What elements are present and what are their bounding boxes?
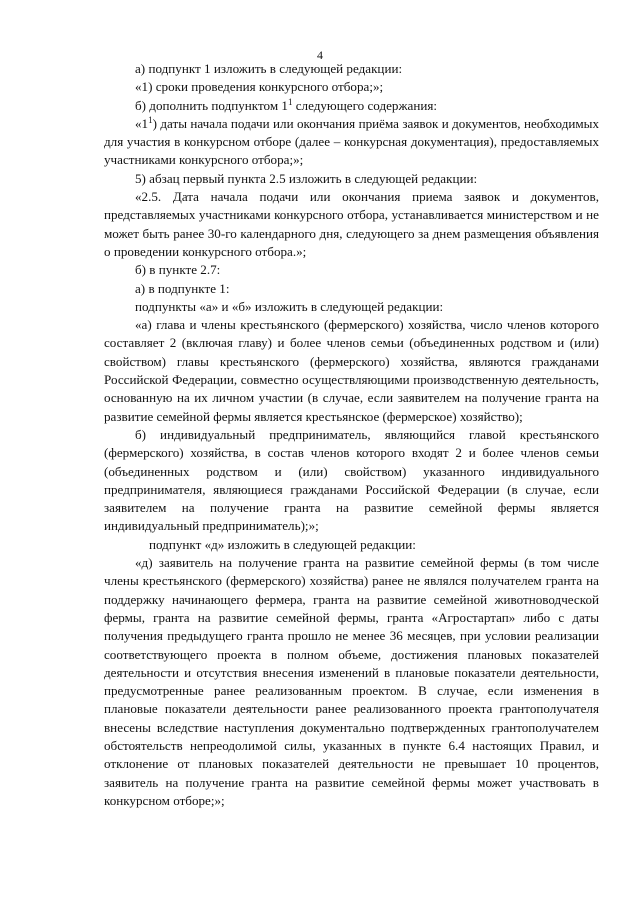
paragraph-competition-dates: «1) сроки проведения конкурсного отбора;»; [135, 79, 384, 95]
paragraph-amend-subpoint-1: а) подпункт 1 изложить в следующей редакции: [135, 61, 403, 76]
text-fragment: б) дополнить подпунктом 1 [135, 97, 288, 113]
text-fragment: ) даты начала подачи или окончания приёма заявок и документов, необходимых для участия в конкурсном отборе (далее – конкурсная документация), предоставляемых участниками конкурсного отбора;»; [104, 115, 599, 168]
paragraph-subpoint-b: б) индивидуальный предприниматель, являющийся главой крестьянского (фермерского) хозяйства, в состав членов которого входят 2 и более членов семьи (объединенных родством и (или) свойством) указанного индивидуального предпринимателя, являющиеся гражданами Российской Федерации (в случае, если заявителем на получение гранта на развитие семейной фермы является индивидуальный предприниматель);»; [104, 426, 599, 534]
paragraph-item-6: б) в пункте 2.7: [135, 262, 221, 278]
paragraph-clause-2-5: «2.5. Дата начала подачи или окончания приема заявок и документов, представляемых участниками конкурсного отбора, устанавливается министерством и не может быть ранее 30-го календарного дня, следующего за днем размещения объявления о проведении конкурсного отбора.»; [104, 189, 599, 259]
paragraph-application-dates [104, 115, 599, 170]
text-fragment: «1 [135, 115, 149, 131]
paragraph-subpoint-a: «а) глава и члены крестьянского (фермерского) хозяйства, число членов которого составляет 2 (включая главу) и более членов семьи (объединенных родством и (или) свойством) главы крестьянского (фермерского) хозяйства, являются гражданами Российской Федерации, совместно осуществляющими производственную деятельность, основанную на их личном участии (в случае, если заявителем на получение гранта на развитие семейной фермы является крестьянское (фермерское) хозяйство); [104, 317, 599, 424]
page-number: 4 [317, 48, 323, 62]
text-fragment: следующего содержания: [292, 97, 437, 113]
document-body [104, 60, 599, 810]
superscript: 1 [148, 114, 153, 125]
paragraph-subpoint-d-intro: подпункт «д» изложить в следующей редакции: [149, 536, 416, 552]
paragraph-subpoint-d: «д) заявитель на получение гранта на развитие семейной фермы (в том числе члены крестьянского (фермерского) хозяйства) ранее не являлся получателем гранта на поддержку начинающего фермера, гранта на развитие семейной животноводческой фермы, гранта на развитие семейной фермы, гранта «Агростартап» либо с даты получения предыдущего гранта прошло не менее 36 месяцев, при условии реализации соответствующего проекта в полном объеме, достижения плановых показателей деятельности и отсутствия внесения изменений в плановые показатели деятельности, предусмотренные ранее реализованным проектом. В случае, если изменения в плановые показатели деятельности ранее реализованного проекта грантополучателя внесены вследствие наступления документально подтвержденных грантополучателем обстоятельств непреодолимой силы, указанных в пункте 6.4 настоящих Правил, и отклонение от плановых показателей деятельности не превышает 10 процентов, заявитель на получение гранта на развитие семейной фермы может участвовать в конкурсном отборе;»; [104, 555, 599, 808]
paragraph-subpoints-a-b: подпункты «а» и «б» изложить в следующей редакции: [135, 298, 444, 314]
paragraph-add-subpoint [104, 97, 599, 115]
superscript: 1 [287, 96, 293, 107]
paragraph-item-5: 5) абзац первый пункта 2.5 изложить в следующей редакции: [135, 170, 478, 186]
paragraph-subpoint-1: а) в подпункте 1: [135, 280, 230, 296]
